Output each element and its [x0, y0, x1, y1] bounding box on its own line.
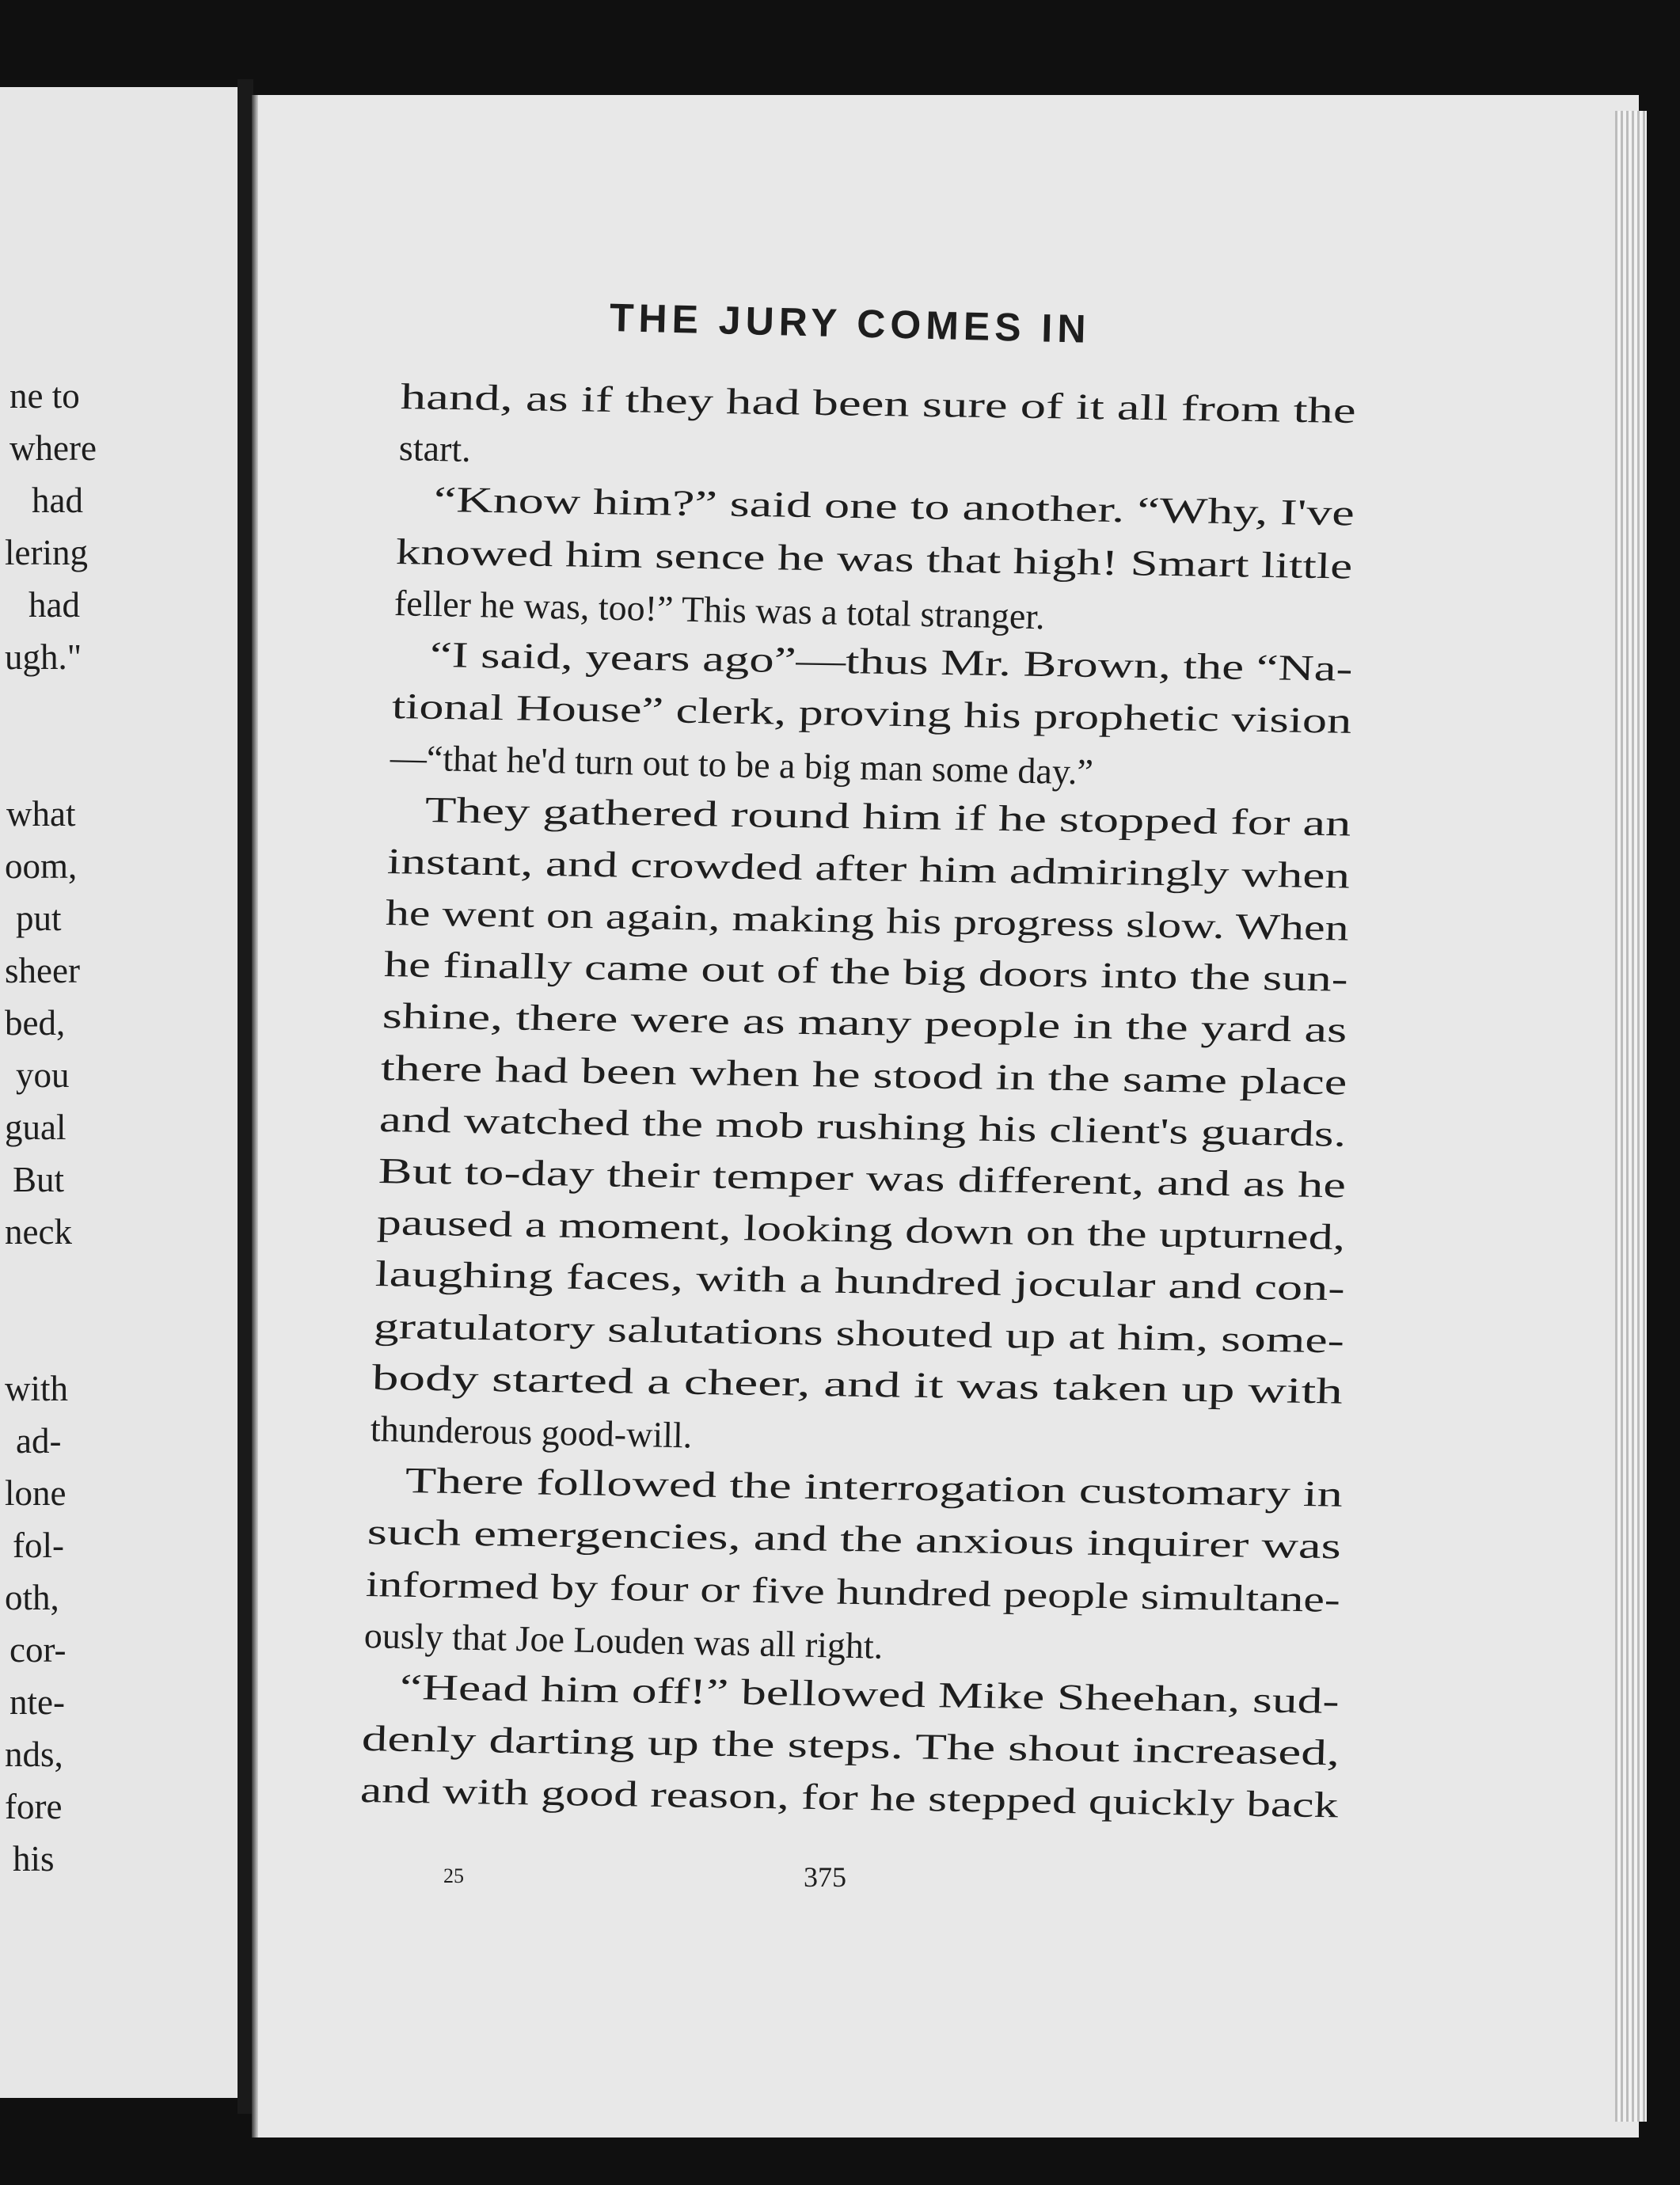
left-page — [0, 87, 238, 2098]
page-edges — [1615, 111, 1647, 2122]
left-page-line: what — [6, 794, 76, 834]
body-line: ously that Joe Louden was all right. — [363, 1614, 884, 1666]
body-line: hand, as if they had been sure of it all from the — [400, 376, 1357, 431]
body-line: paused a moment, looking down on the upturned, — [375, 1202, 1346, 1258]
body-line: and watched the mob rushing his client's guards. — [378, 1098, 1347, 1154]
left-page-line: ugh." — [5, 637, 82, 677]
left-page-line: lering — [5, 533, 88, 572]
left-page-line: neck — [5, 1212, 72, 1252]
left-page-line: where — [10, 428, 97, 468]
left-page-line: put — [16, 899, 62, 938]
body-line: instant, and crowded after him admiringly when — [386, 840, 1351, 896]
left-page-line: gual — [5, 1108, 67, 1147]
left-page-line: had — [32, 481, 83, 520]
body-line: knowed him sence he was that high! Smart little — [395, 530, 1354, 587]
left-page-line: had — [29, 585, 80, 625]
body-line: he went on again, making his progress slow. When — [385, 892, 1350, 948]
left-page-line: sheer — [5, 951, 80, 990]
body-line: feller he was, too!” This was a total stranger. — [393, 582, 1046, 637]
left-page-line: his — [13, 1839, 55, 1879]
body-line: There followed the interrogation customary in — [405, 1460, 1344, 1514]
left-page-line: bed, — [5, 1003, 66, 1043]
left-page-line: nte- — [10, 1682, 65, 1722]
body-line: informed by four or five hundred people simultane- — [365, 1563, 1341, 1620]
left-page-line: nds, — [5, 1735, 63, 1774]
body-line: he finally came out of the big doors into the sun- — [383, 944, 1349, 999]
body-line: “I said, years ago”—thus Mr. Brown, the “Na- — [428, 634, 1353, 689]
body-line: “Know him?” said one to another. “Why, I've — [433, 479, 1355, 534]
gutter-shadow — [252, 95, 258, 2138]
body-line: body started a cheer, and it was taken up with — [371, 1356, 1344, 1412]
running-head: THE JURY COMES IN — [609, 295, 1092, 352]
left-page-line: with — [5, 1369, 69, 1408]
body-line: there had been when he stood in the same place — [380, 1047, 1348, 1102]
book-gutter — [238, 79, 253, 2114]
left-page-line: fol- — [13, 1526, 64, 1565]
signature-mark: 25 — [443, 1864, 464, 1887]
left-page-line: lone — [5, 1473, 67, 1513]
body-line: start. — [398, 428, 472, 470]
left-page-line: ad- — [16, 1421, 62, 1461]
body-line: laughing faces, with a hundred jocular and con- — [374, 1253, 1346, 1309]
body-line: tional House” clerk, proving his prophetic vision — [390, 686, 1352, 741]
left-page-line: fore — [5, 1787, 63, 1826]
body-line: and with good reason, for he stepped quickly back — [359, 1769, 1339, 1826]
left-page-line: ne to — [10, 376, 80, 416]
left-page-line: oom, — [5, 846, 78, 886]
left-page-line: you — [16, 1055, 70, 1095]
body-line: “Head him off!” bellowed Mike Sheehan, sud- — [398, 1666, 1340, 1721]
body-line: denly darting up the steps. The shout increased, — [360, 1718, 1340, 1773]
body-line: They gathered round him if he stopped for an — [424, 788, 1351, 844]
body-line: shine, there were as many people in the yard as — [382, 995, 1348, 1051]
body-line: thunderous good-will. — [370, 1408, 693, 1456]
body-line: gratulatory salutations shouted up at him, some- — [373, 1305, 1345, 1361]
body-line: such emergencies, and the anxious inquirer was — [367, 1511, 1342, 1567]
left-page-line: oth, — [5, 1578, 59, 1617]
body-line: —“that he'd turn out to be a big man some day.” — [390, 737, 1094, 792]
page-number: 375 — [804, 1861, 846, 1893]
left-page-line: But — [13, 1160, 65, 1199]
body-line: But to-day their temper was different, and as he — [377, 1150, 1347, 1206]
left-page-line: cor- — [10, 1630, 67, 1670]
